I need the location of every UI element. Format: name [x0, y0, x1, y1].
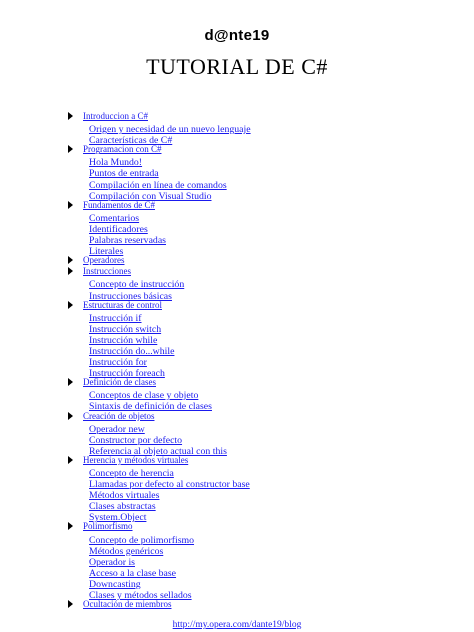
- toc-item: [68, 366, 408, 380]
- toc-item: [68, 277, 408, 291]
- toc-item-link[interactable]: Operador new: [89, 423, 145, 435]
- toc-item-link[interactable]: Métodos genéricos: [89, 545, 164, 557]
- toc-section-link[interactable]: Instrucciones: [83, 266, 131, 277]
- toc-item: [68, 178, 408, 189]
- toc-item: [68, 466, 408, 477]
- toc-item-link[interactable]: Palabras reservadas: [89, 235, 166, 247]
- toc-item: [68, 499, 408, 513]
- toc-section-link[interactable]: Creación de objetos: [83, 410, 155, 421]
- toc-item-link[interactable]: Operador is: [89, 556, 135, 568]
- toc-item-link[interactable]: Conceptos de clase y objeto: [89, 390, 199, 402]
- bullet-triangle-icon: [68, 201, 73, 209]
- toc-item: [68, 222, 408, 233]
- toc-section-definicion-de-clases: [68, 377, 408, 388]
- toc-item-link[interactable]: Clases abstractas: [89, 501, 156, 513]
- toc-section-creacion-de-objetos: [68, 411, 408, 422]
- toc-item: [68, 289, 408, 300]
- toc-item: [68, 388, 408, 402]
- toc-section-link[interactable]: Herencia y métodos virtuales: [83, 454, 189, 465]
- toc-item: [68, 233, 408, 247]
- toc-item-link[interactable]: Compilación con Visual Studio: [89, 190, 212, 202]
- toc-section-link[interactable]: Estructuras de control: [83, 299, 162, 310]
- toc-item-link[interactable]: Comentarios: [89, 212, 140, 224]
- toc-item: [68, 211, 408, 222]
- toc-section-polimorfismo: [68, 521, 408, 532]
- toc-item-link[interactable]: Instrucción while: [89, 334, 158, 346]
- toc-item-link[interactable]: Métodos virtuales: [89, 490, 160, 502]
- footer: [0, 620, 474, 630]
- toc-item: [68, 189, 408, 200]
- toc-item-link[interactable]: Instrucción if: [89, 312, 142, 324]
- bullet-triangle-icon: [68, 301, 73, 309]
- toc-section-instrucciones: [68, 266, 408, 277]
- toc-item-link[interactable]: Concepto de herencia: [89, 468, 174, 479]
- toc-item-link[interactable]: Llamadas por defecto al constructor base: [89, 479, 250, 491]
- toc-item: [68, 333, 408, 344]
- toc-item: [68, 122, 408, 136]
- toc-section-link[interactable]: Ocultación de miembros: [83, 599, 172, 610]
- toc-item: [68, 322, 408, 333]
- bullet-triangle-icon: [68, 456, 73, 464]
- toc-item-link[interactable]: Concepto de polimorfismo: [89, 534, 195, 546]
- toc-item: [68, 510, 408, 524]
- toc-item: [68, 533, 408, 544]
- toc-section-introduccion-a-c: [68, 111, 408, 122]
- toc-item: [68, 155, 408, 169]
- toc-item: [68, 444, 408, 455]
- toc-section-link[interactable]: Programacion con C#: [83, 144, 162, 155]
- toc-section-link[interactable]: Introduccion a C#: [83, 111, 148, 121]
- toc-item: [68, 422, 408, 433]
- bullet-triangle-icon: [68, 112, 73, 120]
- bullet-triangle-icon: [68, 412, 73, 420]
- toc-item-link[interactable]: Instrucción do...while: [89, 345, 175, 357]
- blog-link[interactable]: http://my.opera.com/dante19/blog: [172, 620, 302, 630]
- toc-item-link[interactable]: Compilación en línea de comandos: [89, 179, 227, 191]
- toc-item-link[interactable]: Instrucción switch: [89, 323, 162, 335]
- toc-item-link[interactable]: Acceso a la clase base: [89, 567, 177, 579]
- toc-item-link[interactable]: System.Object: [89, 512, 147, 524]
- toc-item: [68, 566, 408, 577]
- toc-section-fundamentos-de-c: [68, 200, 408, 211]
- toc-item: [68, 477, 408, 491]
- toc-item: [68, 166, 408, 180]
- toc-item: [68, 355, 408, 369]
- toc-item-link[interactable]: Sintaxis de definición de clases: [89, 401, 212, 413]
- toc-section-ocultacion-de-miembros: [68, 599, 408, 610]
- toc-item-link[interactable]: Origen y necesidad de un nuevo lenguaje: [89, 124, 251, 136]
- toc-item-link[interactable]: Concepto de instrucción: [89, 279, 185, 291]
- toc-item-link[interactable]: Características de C#: [89, 135, 173, 147]
- toc-item-link[interactable]: Instrucción foreach: [89, 368, 165, 380]
- toc-item-link[interactable]: Clases y métodos sellados: [89, 590, 192, 602]
- toc-item-link[interactable]: Downcasting: [89, 578, 141, 590]
- toc-section-operadores: [68, 255, 408, 266]
- toc-item: [68, 311, 408, 322]
- toc-item-link[interactable]: Constructor por defecto: [89, 434, 183, 446]
- toc-item: [68, 577, 408, 588]
- toc-section-link[interactable]: Operadores: [83, 255, 125, 266]
- toc-section-link[interactable]: Fundamentos de C#: [83, 199, 155, 210]
- toc-item: [68, 433, 408, 444]
- toc-item: [68, 399, 408, 413]
- bullet-triangle-icon: [68, 267, 73, 275]
- toc-section-programacion-con-c: [68, 144, 408, 155]
- toc-item-link[interactable]: Instrucción for: [89, 357, 147, 369]
- author-name: d@nte19: [204, 27, 270, 44]
- toc-item: [68, 555, 408, 566]
- page-title: TUTORIAL DE C#: [146, 54, 328, 79]
- toc-item: [68, 588, 408, 602]
- toc-item: [68, 544, 408, 555]
- toc-item: [68, 344, 408, 355]
- toc-section-estructuras-de-control: [68, 300, 408, 311]
- toc-item-link[interactable]: Hola Mundo!: [89, 157, 143, 169]
- toc-section-herencia-y-metodos-virtuales: [68, 455, 408, 466]
- table-of-contents: [68, 111, 408, 610]
- bullet-triangle-icon: [68, 522, 73, 530]
- toc-item-link[interactable]: Puntos de entrada: [89, 168, 159, 180]
- toc-item-link[interactable]: Identificadores: [89, 223, 148, 235]
- bullet-triangle-icon: [68, 378, 73, 386]
- bullet-triangle-icon: [68, 256, 73, 264]
- toc-item-link[interactable]: Instrucciones básicas: [89, 290, 172, 302]
- toc-item-link[interactable]: Referencia al objeto actual con this: [89, 445, 227, 457]
- toc-item: [68, 244, 408, 258]
- toc-item-link[interactable]: Literales: [89, 246, 124, 258]
- bullet-triangle-icon: [68, 600, 73, 608]
- bullet-triangle-icon: [68, 145, 73, 153]
- toc-section-link[interactable]: Definición de clases: [83, 377, 156, 388]
- toc-section-link[interactable]: Polimorfismo: [83, 521, 133, 532]
